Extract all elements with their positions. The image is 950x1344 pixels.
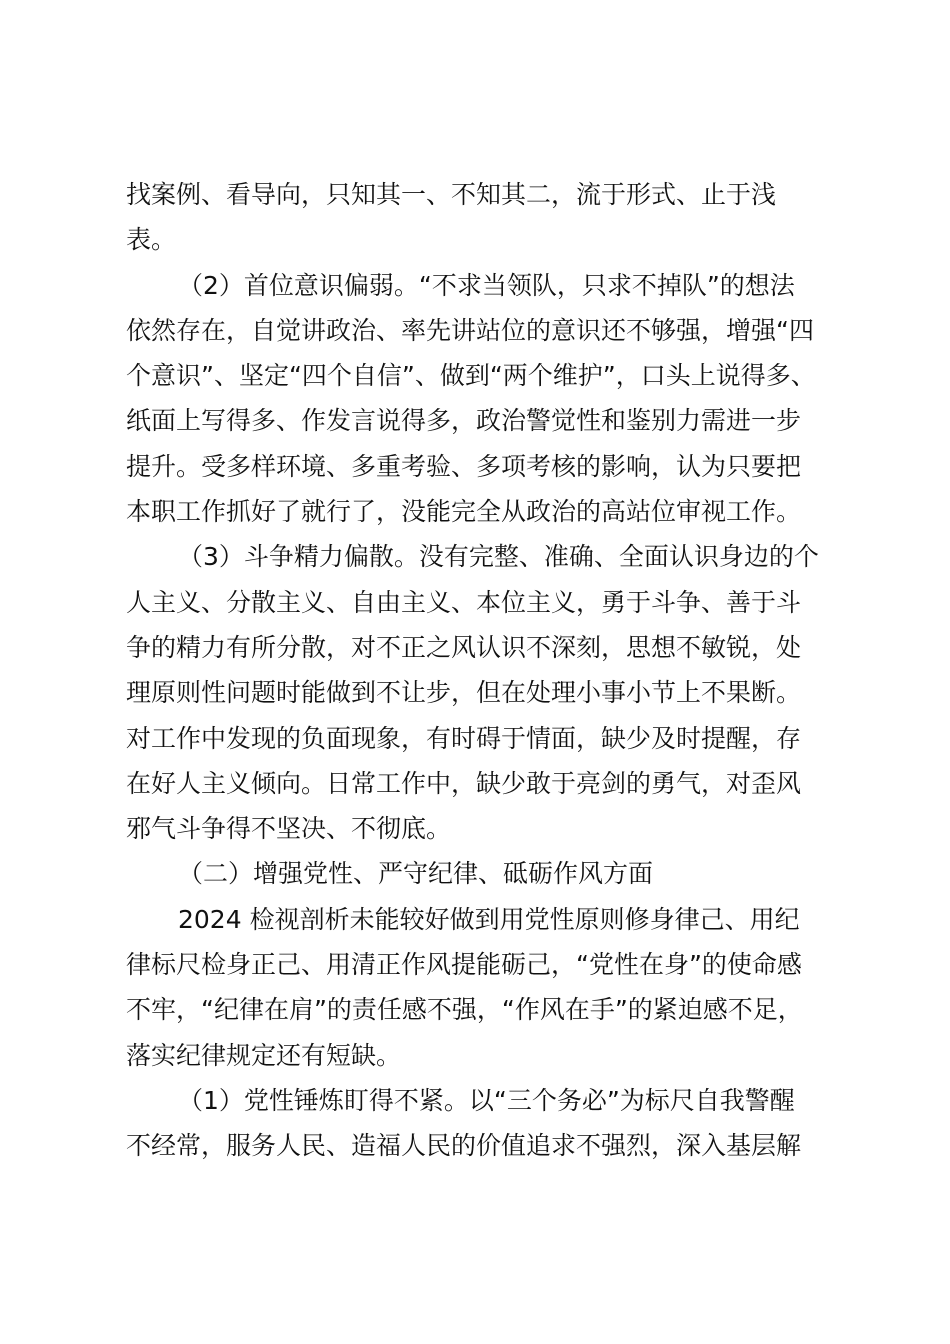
body-text	[126, 172, 836, 1169]
text-line: 表。	[126, 225, 177, 255]
text-line: 不牢，“纪律在肩”的责任感不强，“作风在手”的紧迫感不足，	[126, 995, 803, 1025]
text-line: 2024 检视剖析未能较好做到用党性原则修身律己、用纪	[178, 904, 800, 934]
text-line: 个意识”、坚定“四个自信”、做到“两个维护”，口头上说得多、	[126, 361, 816, 391]
text-line: （3）斗争精力偏散。没有完整、准确、全面认识身边的个	[178, 542, 819, 572]
text-line: 争的精力有所分散，对不正之风认识不深刻，思想不敏锐，处	[126, 632, 802, 662]
text-line: 理原则性问题时能做到不让步，但在处理小事小节上不果断。	[126, 678, 802, 708]
text-line: 在好人主义倾向。日常工作中，缺少敢于亮剑的勇气，对歪风	[126, 768, 802, 798]
text-line: 提升。受多样环境、多重考验、多项考核的影响，认为只要把	[126, 451, 802, 481]
text-line: （2）首位意识偏弱。“不求当领队，只求不掉队”的想法	[178, 270, 795, 300]
text-line: 本职工作抓好了就行了，没能完全从政治的高站位审视工作。	[126, 497, 802, 527]
text-line: （1）党性锤炼盯得不紧。以“三个务必”为标尺自我警醒	[178, 1085, 795, 1115]
text-line: 落实纪律规定还有短缺。	[126, 1040, 402, 1070]
text-line: 依然存在，自觉讲政治、率先讲站位的意识还不够强，增强“四	[126, 315, 814, 345]
text-line: 人主义、分散主义、自由主义、本位主义，勇于斗争、善于斗	[126, 587, 802, 617]
text-line: 纸面上写得多、作发言说得多，政治警觉性和鉴别力需进一步	[126, 406, 802, 436]
section-heading: （二）增强党性、严守纪律、砥砺作风方面	[178, 859, 654, 889]
text-line: 找案例、看导向，只知其一、不知其二，流于形式、止于浅	[126, 180, 777, 209]
text-line: 对工作中发现的负面现象，有时碍于情面，缺少及时提醒，存	[126, 723, 802, 753]
text-line: 不经常，服务人民、造福人民的价值追求不强烈，深入基层解	[126, 1131, 802, 1161]
text-line: 邪气斗争得不坚决、不彻底。	[126, 814, 452, 844]
text-line: 律标尺检身正己、用清正作风提能砺己，“党性在身”的使命感	[126, 950, 802, 980]
